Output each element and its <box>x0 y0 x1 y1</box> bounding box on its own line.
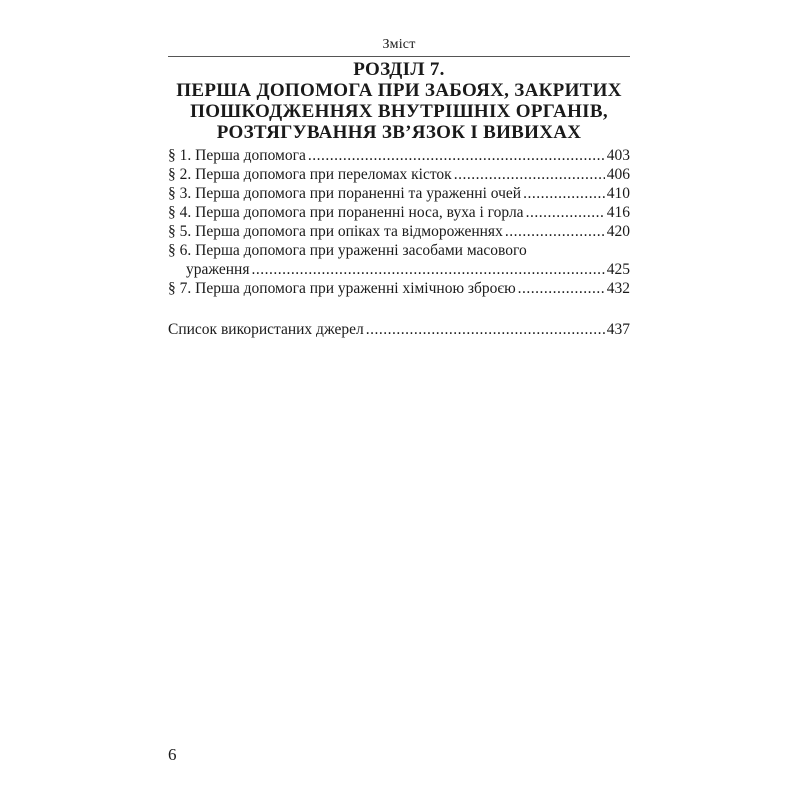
toc-entry-title: § 3. Перша допомога при пораненні та ураженні очей <box>168 185 522 202</box>
section-title-line: ПЕРША ДОПОМОГА ПРИ ЗАБОЯХ, ЗАКРИТИХ <box>176 80 622 101</box>
toc-entry[interactable] <box>168 146 630 165</box>
toc-entry-title: Список використаних джерел <box>168 321 364 338</box>
toc-entry[interactable] <box>168 184 630 203</box>
spacer <box>168 298 630 320</box>
toc-entry-page: 416 <box>606 204 630 221</box>
toc-entry-page: 406 <box>606 166 630 183</box>
dot-leader <box>454 165 605 184</box>
running-head: Зміст <box>382 37 416 52</box>
toc-entry-page: 437 <box>606 321 630 338</box>
toc-entry[interactable] <box>168 241 630 279</box>
toc-entry-title: § 2. Перша допомога при переломах кісток <box>168 166 452 183</box>
toc-entry-page: 425 <box>606 261 630 278</box>
toc-entry-title: § 4. Перша допомога при пораненні носа, вуха і горла <box>168 204 524 221</box>
section-title-line: РОЗДІЛ 7. <box>353 59 445 80</box>
table-of-contents <box>168 146 630 339</box>
dot-leader <box>518 279 605 298</box>
toc-entry-title: § 5. Перша допомога при опіках та відмороженнях <box>168 223 503 240</box>
dot-leader <box>523 184 605 203</box>
dot-leader <box>251 260 604 279</box>
toc-entry-page: 420 <box>606 223 630 240</box>
dot-leader <box>505 222 605 241</box>
toc-entry-page: 403 <box>606 147 630 164</box>
toc-entry[interactable] <box>168 165 630 184</box>
toc-entry-page: 410 <box>606 185 630 202</box>
toc-entry-title: § 6. Перша допомога при ураженні засобами масового <box>168 242 527 259</box>
toc-entry-title-continuation: ураження <box>186 261 250 278</box>
section-title-line: РОЗТЯГУВАННЯ ЗВ’ЯЗОК І ВИВИХАХ <box>216 122 582 143</box>
section-title <box>168 59 630 143</box>
dot-leader <box>366 320 605 339</box>
dot-leader <box>308 146 605 165</box>
toc-entry-references[interactable] <box>168 320 630 339</box>
dot-leader <box>526 203 605 222</box>
toc-entry[interactable] <box>168 203 630 222</box>
section-title-line: ПОШКОДЖЕННЯХ ВНУТРІШНІХ ОРГАНІВ, <box>190 101 608 122</box>
header-rule <box>168 56 630 57</box>
toc-entry[interactable] <box>168 279 630 298</box>
toc-entry-title: § 1. Перша допомога <box>168 147 306 164</box>
page-number: 6 <box>168 745 177 764</box>
toc-entry[interactable] <box>168 222 630 241</box>
toc-entry-page: 432 <box>606 280 630 297</box>
toc-entry-title: § 7. Перша допомога при ураженні хімічною зброєю <box>168 280 516 297</box>
